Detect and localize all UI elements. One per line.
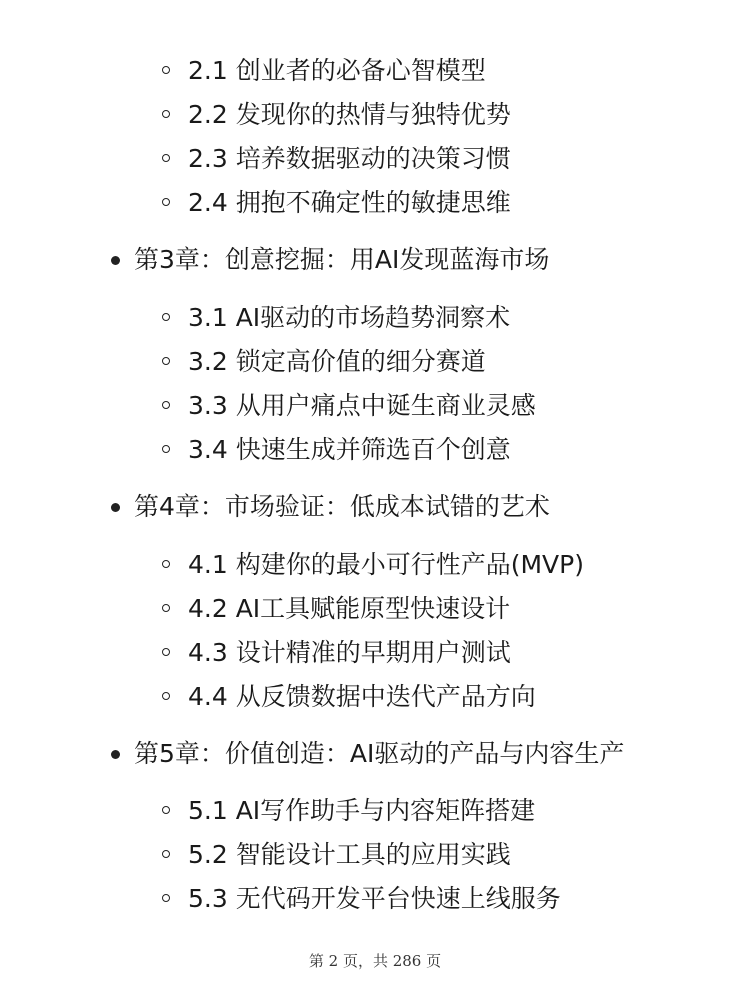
- toc-section-text: 2.1 创业者的必备心智模型: [188, 56, 486, 85]
- filled-bullet-icon: [111, 750, 120, 759]
- hollow-bullet-icon: [162, 66, 170, 74]
- hollow-bullet-icon: [162, 445, 170, 453]
- hollow-bullet-icon: [162, 110, 170, 118]
- toc-section-text: 3.2 锁定高价值的细分赛道: [188, 347, 486, 376]
- hollow-bullet-icon: [162, 604, 170, 612]
- toc-section-text: 2.3 培养数据驱动的决策习惯: [188, 144, 511, 173]
- toc-chapter-text: 第5章：价值创造：AI驱动的产品与内容生产: [134, 739, 625, 768]
- toc-section-text: 2.4 拥抱不确定性的敏捷思维: [188, 188, 511, 217]
- toc-section-text: 3.3 从用户痛点中诞生商业灵感: [188, 391, 536, 420]
- hollow-bullet-icon: [162, 357, 170, 365]
- toc-chapter-text: 第3章：创意挖掘：用AI发现蓝海市场: [134, 245, 550, 274]
- toc-section-text: 2.2 发现你的热情与独特优势: [188, 100, 511, 129]
- toc-section-text: 4.2 AI工具赋能原型快速设计: [188, 594, 511, 623]
- filled-bullet-icon: [111, 256, 120, 265]
- page-number: 第 2 页，共 286 页: [308, 952, 442, 970]
- toc-section-text: 4.3 设计精准的早期用户测试: [188, 638, 511, 667]
- hollow-bullet-icon: [162, 692, 170, 700]
- hollow-bullet-icon: [162, 401, 170, 409]
- hollow-bullet-icon: [162, 894, 170, 902]
- hollow-bullet-icon: [162, 154, 170, 162]
- toc-section-text: 3.4 快速生成并筛选百个创意: [188, 435, 511, 464]
- toc-chapter-text: 第4章：市场验证：低成本试错的艺术: [134, 492, 550, 521]
- hollow-bullet-icon: [162, 560, 170, 568]
- toc-section-text: 4.1 构建你的最小可行性产品(MVP): [188, 550, 584, 579]
- toc-section-text: 5.1 AI写作助手与内容矩阵搭建: [188, 796, 536, 825]
- toc-section-text: 5.2 智能设计工具的应用实践: [188, 840, 511, 869]
- hollow-bullet-icon: [162, 806, 170, 814]
- hollow-bullet-icon: [162, 850, 170, 858]
- toc-section-text: 5.3 无代码开发平台快速上线服务: [188, 884, 561, 913]
- filled-bullet-icon: [111, 503, 120, 512]
- hollow-bullet-icon: [162, 198, 170, 206]
- toc-section-text: 4.4 从反馈数据中迭代产品方向: [188, 682, 536, 711]
- hollow-bullet-icon: [162, 313, 170, 321]
- hollow-bullet-icon: [162, 648, 170, 656]
- toc-section-text: 3.1 AI驱动的市场趋势洞察术: [188, 303, 511, 332]
